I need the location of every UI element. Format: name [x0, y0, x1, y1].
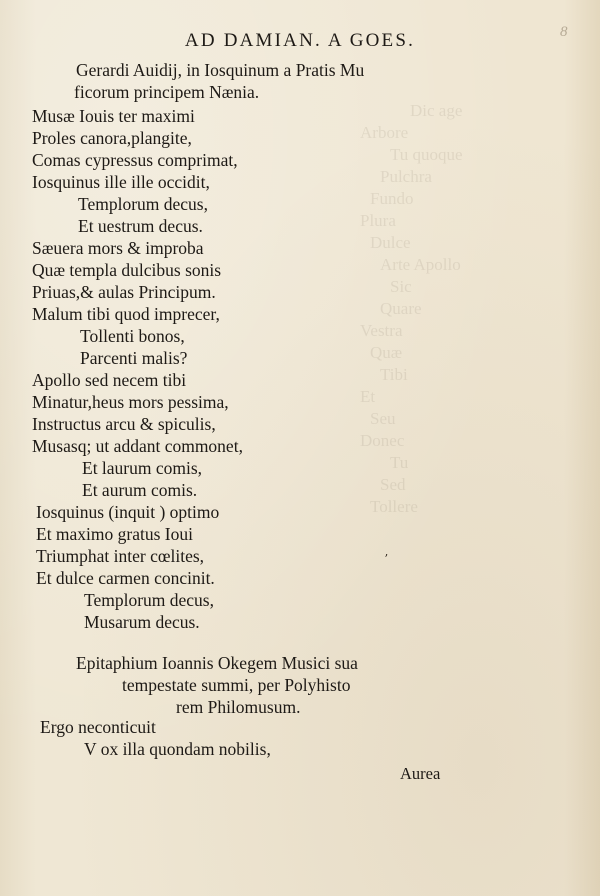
ghost-line: Arbore: [360, 123, 409, 142]
ghost-line: Fundo: [370, 189, 414, 208]
verse-line: Et aurum comis.: [82, 480, 198, 500]
ghost-line: Quare: [380, 299, 422, 318]
verse-line: Iosquinus (inquit ) optimo: [36, 502, 220, 522]
catchword: Aurea: [400, 764, 441, 783]
ghost-line: Sed: [380, 475, 406, 494]
verse-line: Malum tibi quod imprecer,: [32, 304, 220, 324]
ghost-line: Tu quoque: [390, 145, 463, 164]
verse-line: Musarum decus.: [84, 612, 200, 632]
verse-line: Tollenti bonos,: [80, 326, 185, 346]
ghost-line: Seu: [370, 409, 396, 428]
stray-mark: ʼ: [384, 552, 388, 566]
verse-line: Instructus arcu & spiculis,: [32, 414, 216, 434]
ghost-line: Arte Apollo: [380, 255, 461, 274]
verse-line: Et uestrum decus.: [78, 216, 203, 236]
verse-line: Ergo neconticuit: [40, 717, 156, 737]
verse-line: Musæ Iouis ter maximi: [32, 106, 195, 126]
ghost-line: Sic: [390, 277, 412, 296]
ghost-line: Dic age: [410, 101, 463, 120]
poem2-title-line1: Epitaphium Ioannis Okegem Musici sua: [76, 653, 358, 673]
poem1-title-line1: Gerardi Auidij, in Iosquinum a Pratis Mu: [76, 60, 365, 80]
verse-line: Iosquinus ille ille occidit,: [32, 172, 210, 192]
folio-mark: 8: [560, 24, 568, 40]
verse-line: Musasq; ut addant commonet,: [32, 436, 243, 456]
poem2-title-line2: tempestate summi, per Polyhisto: [122, 675, 351, 695]
verse-line: V ox illa quondam nobilis,: [84, 739, 271, 759]
running-title: AD DAMIAN. A GOES.: [184, 30, 416, 51]
verse-line: Priuas,& aulas Principum.: [32, 282, 216, 302]
ghost-line: Donec: [360, 431, 405, 450]
verse-line: Quæ templa dulcibus sonis: [32, 260, 222, 280]
poem2-title-line3: rem Philomusum.: [176, 697, 301, 717]
ghost-line: Pulchra: [380, 167, 432, 186]
verse-line: Et maximo gratus Ioui: [36, 524, 193, 544]
ghost-line: Quæ: [370, 343, 403, 362]
verse-line: Et laurum comis,: [82, 458, 203, 478]
ghost-line: Vestra: [360, 321, 403, 340]
verse-line: Et dulce carmen concinit.: [36, 568, 215, 588]
show-through-text: [210, 100, 590, 660]
poem1-title-line2: ficorum principem Nænia.: [74, 82, 260, 102]
verse-line: Templorum decus,: [84, 590, 214, 610]
ghost-line: Et: [360, 387, 376, 406]
ghost-line: Tibi: [380, 365, 408, 384]
ghost-line: Tu: [390, 453, 409, 472]
verse-line: Sæuera mors & improba: [32, 238, 204, 258]
verse-line: Comas cypressus comprimat,: [32, 150, 238, 170]
ghost-line: Tollere: [370, 497, 418, 516]
verse-line: Minatur,heus mors pessima,: [32, 392, 229, 412]
verse-line: Apollo sed necem tibi: [32, 370, 187, 390]
verse-line: Templorum decus,: [78, 194, 208, 214]
ghost-line: Dulce: [370, 233, 411, 252]
ghost-line: Plura: [360, 211, 396, 230]
verse-line: Proles canora,plangite,: [32, 128, 192, 148]
verse-line: Triumphat inter cœlites,: [36, 546, 205, 566]
verse-line: Parcenti malis?: [80, 348, 188, 368]
